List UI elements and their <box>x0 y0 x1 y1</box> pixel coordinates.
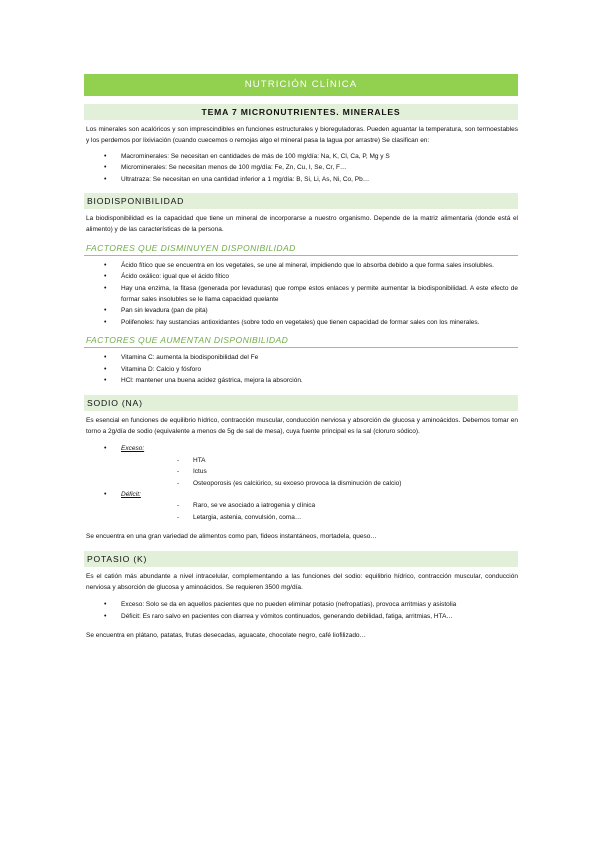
list-item: • Microminerales: Se necesitan menos de 100 mg/día: Fe, Zn, Cu, I, Se, Cr, F… <box>84 162 518 173</box>
subheading-aumentan: FACTORES QUE AUMENTAN DISPONIBILIDAD <box>84 335 518 348</box>
disminuyen-list <box>84 260 518 328</box>
list-item: • Hay una enzima, la fitasa (generada por levaduras) que rompe estos enlaces y permite aumentar la biodisponibilidad. A este efecto de formar sales insolubles se le llama capacidad quelante <box>84 283 518 306</box>
sodio-effects-list <box>84 443 518 523</box>
list-item: • Exceso: Solo se da en aquellos pacientes que no pueden eliminar potasio (nefropatías), provoca arritmias y asistolia <box>84 599 518 610</box>
list-item: • Ácido oxálico: igual que el ácido fítico <box>84 271 518 282</box>
intro-paragraph: Los minerales son acalóricos y son imprescindibles en funciones estructurales y bioreguladoras. Pueden aguantar la temperatura, son termoestables y los perdemos por lixiviación (cuando cuecemos o remojas algo el mineral pasa la lagua por arrastre) Se clasifican en: <box>86 126 518 145</box>
deficit-sublist <box>121 500 518 523</box>
section-heading-biodisponibilidad: BIODISPONIBILIDAD <box>84 193 518 209</box>
list-item: • Déficit: Es raro salvo en pacientes con diarrea y vómitos continuados, generando debilidad, fatiga, arritmias, HTA… <box>84 611 518 622</box>
list-item: • Polifenoles: hay sustancias antioxidantes (sobre todo en vegetales) que tienen capacidad de formar sales con los minerales. <box>84 317 518 328</box>
exceso-label: Exceso: <box>121 445 145 453</box>
section-heading-sodio: SODIO (NA) <box>84 395 518 411</box>
sodio-paragraph: Es esencial en funciones de equilibrio hídrico, contracción muscular, conducción nerviosa y absorción de glucosa y aminoácidos. Debemos tomar en torno a 2g/día de sodio (equivalente a menos de 5g de sal de mesa), cuya fuente principal es la sal (cloruro sódico). <box>86 416 518 435</box>
aumentan-list <box>84 352 518 386</box>
potasio-paragraph: Es el catión más abundante a nivel intracelular, complementando a las funciones del sodio: equilibrio hídrico, contracción muscular, conducción nerviosa y absorción de glucosa y aminoácidos. Se requieren 3500 mg/día. <box>86 572 518 591</box>
potasio-sources: Se encuentra en plátano, patatas, frutas desecadas, aguacate, chocolate negro, café liofilizado… <box>86 632 367 640</box>
list-item: • Vitamina D: Calcio y fósforo <box>84 364 518 375</box>
subheading-disminuyen: FACTORES QUE DISMINUYEN DISPONIBILIDAD <box>84 243 518 256</box>
list-item: - Raro, se ve asociado a iatrogenia y clínica <box>121 500 518 511</box>
list-item: • Pan sin levadura (pan de pita) <box>84 305 518 316</box>
mineral-classes-list <box>84 151 518 185</box>
list-item: - Ictus <box>121 466 518 477</box>
potasio-list <box>84 599 518 622</box>
list-item: - Letargia, astenia, convulsión, coma… <box>121 512 518 523</box>
list-item: • Ácido fítico que se encuentra en los vegetales, se une al mineral, impidiendo que lo absorba debido a que forma sales insolubles. <box>84 260 518 271</box>
list-item: • Macrominerales: Se necesitan en cantidades de más de 100 mg/día: Na, K, Cl, Ca, P, Mg y S <box>84 151 518 162</box>
list-item <box>84 489 518 523</box>
course-banner: NUTRICIÓN CLÍNICA <box>84 74 518 96</box>
biodisponibilidad-paragraph: La biodisponibilidad es la capacidad que tiene un mineral de incorporarse a nuestro organismo. Depende de la matriz alimentaria (donde está el alimento) y de las características de la persona. <box>86 215 518 234</box>
section-heading-potasio: POTASIO (K) <box>84 551 518 567</box>
deficit-label: Déficit: <box>121 490 141 498</box>
sodio-sources: Se encuentra en una gran variedad de alimentos como pan, fideos instantáneos, mortadela, queso… <box>86 533 377 541</box>
document-page <box>84 74 518 642</box>
list-item: - Osteoporosis (es calciúrico, su exceso provoca la disminución de calcio) <box>121 478 518 489</box>
list-item <box>84 443 518 489</box>
list-item: • Ultratraza: Se necesitan en una cantidad inferior a 1 mg/día: B, Si, Li, As, Ni, Co, Pb… <box>84 174 518 185</box>
list-item: - HTA <box>121 455 518 466</box>
exceso-sublist <box>121 455 518 489</box>
topic-title: TEMA 7 MICRONUTRIENTES. MINERALES <box>84 104 518 120</box>
list-item: • Vitamina C: aumenta la biodisponibilidad del Fe <box>84 352 518 363</box>
list-item: • HCl: mantener una buena acidez gástrica, mejora la absorción. <box>84 375 518 386</box>
